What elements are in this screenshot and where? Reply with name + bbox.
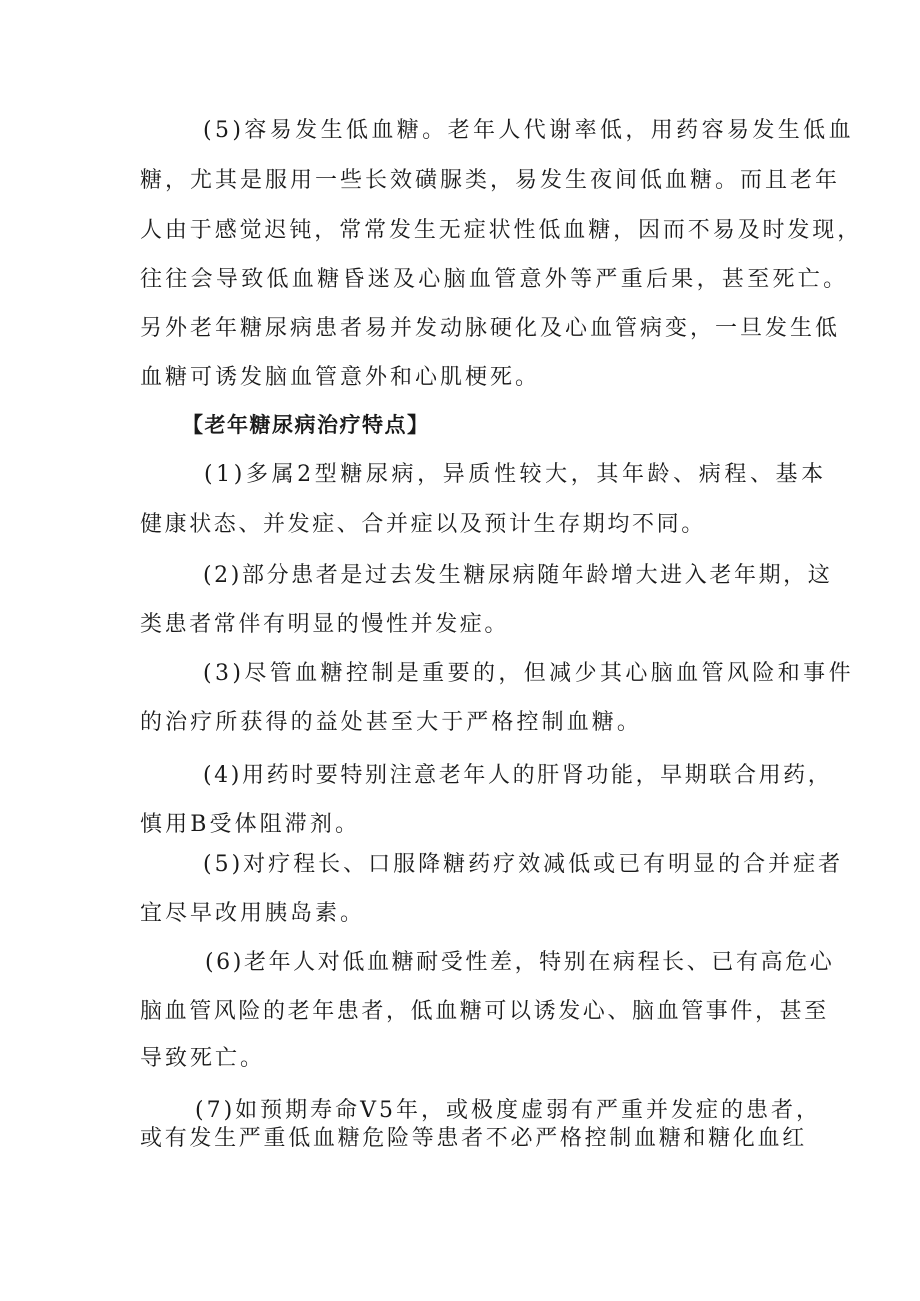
text-line: 人由于感觉迟钝，常常发生无症状性低血糖，因而不易及时发现， — [140, 218, 863, 243]
text-line: 宜尽早改用胰岛素。 — [140, 901, 366, 926]
text-line: (3)尽管血糖控制是重要的，但减少其心脑血管风险和事件 — [203, 661, 854, 686]
text-line: (4)用药时要特别注意老年人的肝肾功能，早期联合用药， — [203, 763, 833, 788]
text-line: 另外老年糖尿病患者易并发动脉硬化及心血管病变，一旦发生低 — [140, 316, 841, 341]
text-line: 的治疗所获得的益处甚至大于严格控制血糖。 — [140, 710, 643, 735]
text-line: 健康状态、并发症、合并症以及预计生存期均不同。 — [140, 512, 706, 537]
text-line: 慎用B受体阻滞剂。 — [140, 812, 361, 837]
text-line: 往往会导致低血糖昏迷及心脑血管意外等严重后果，甚至死亡。 — [140, 267, 849, 292]
section-heading: 【老年糖尿病治疗特点】 — [182, 413, 430, 437]
text-line: (5)对疗程长、口服降糖药疗效减低或已有明显的合并症者 — [203, 852, 844, 877]
text-line: (1)多属2型糖尿病，异质性较大，其年龄、病程、基本 — [204, 462, 827, 487]
text-line: 脑血管风险的老年患者，低血糖可以诱发心、脑血管事件，甚至 — [140, 999, 829, 1024]
text-line: 血糖可诱发脑血管意外和心肌梗死。 — [140, 365, 541, 390]
text-line: 类患者常伴有明显的慢性并发症。 — [140, 612, 510, 637]
text-line: (2)部分患者是过去发生糖尿病随年龄增大进入老年期，这 — [203, 563, 833, 588]
text-line: (5)容易发生低血糖。老年人代谢率低，用药容易发生低血 — [203, 118, 854, 143]
text-line: 糖，尤其是服用一些长效磺脲类，易发生夜间低血糖。而且老年 — [140, 168, 841, 193]
text-line: (6)老年人对低血糖耐受性差，特别在病程长、已有高危心 — [205, 950, 835, 975]
text-line: (7)如预期寿命V5年，或极度虚弱有严重并发症的患者， — [195, 1098, 822, 1123]
text-line: 或有发生严重低血糖危险等患者不必严格控制血糖和糖化血红 — [140, 1126, 807, 1151]
text-line: 导致死亡。 — [140, 1046, 266, 1071]
